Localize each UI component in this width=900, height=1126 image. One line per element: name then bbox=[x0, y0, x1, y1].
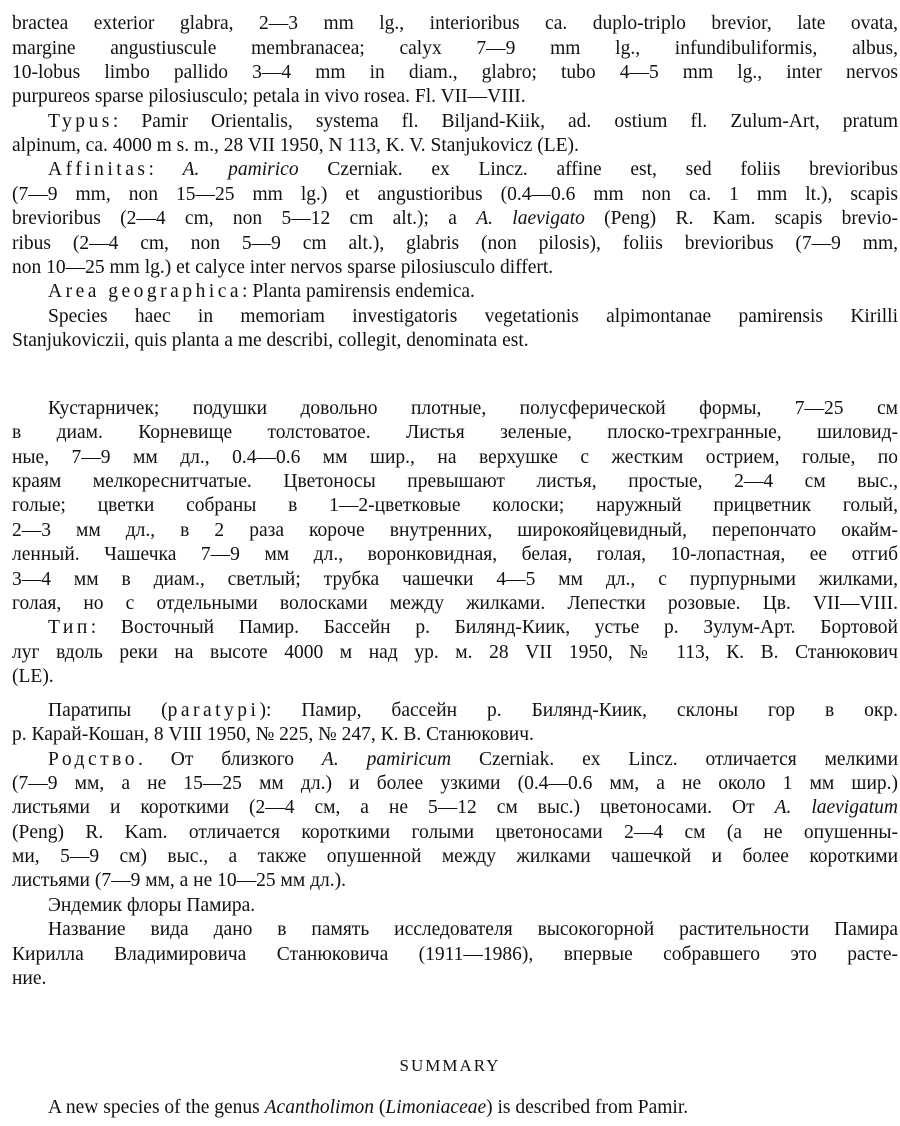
text-line bbox=[12, 665, 898, 689]
text-run: ные, 7—9 мм дл., 0.4—0.6 мм шир., на верхушке с жестким острием, голые, по bbox=[12, 446, 898, 468]
text-run: (Peng) R. Kam. scapis brevio- bbox=[584, 208, 898, 230]
text-run: : Planta pamirensis endemica. bbox=[242, 281, 475, 303]
text-run: alpinum, ca. 4000 m s. m., 28 VII 1950, N 113, K. V. Stanjukovicz (LE). bbox=[12, 135, 579, 157]
text-line bbox=[12, 641, 898, 665]
text-line bbox=[48, 110, 898, 134]
spaced-heading: Typus bbox=[48, 110, 113, 132]
text-run: краям мелкореснитчатые. Цветоносы превышают листья, простые, 2—4 см выс., bbox=[12, 471, 898, 493]
text-line bbox=[12, 256, 898, 280]
text-run: Кирилла Владимировича Станюковича (1911—1986), впервые собравшего это расте- bbox=[12, 943, 898, 965]
text-line bbox=[12, 592, 898, 616]
text-run: ми, 5—9 см) выс., а также опушенной между жилками чашечкой и более короткими bbox=[12, 846, 898, 868]
text-run: purpureos sparse pilosiusculo; petala in vivo rosea. Fl. VII—VIII. bbox=[12, 86, 526, 108]
text-line bbox=[12, 85, 898, 109]
text-line bbox=[12, 845, 898, 869]
text-line bbox=[48, 397, 898, 421]
spaced-heading: Родство bbox=[48, 748, 138, 770]
text-run: Species haec in memoriam investigatoris vegetationis alpimontanae pamirensis Kirilli bbox=[48, 305, 898, 327]
text-run: ): Памир, бассейн р. Билянд-Киик, склоны гор в окр. bbox=[259, 700, 898, 722]
text-line bbox=[12, 796, 898, 820]
text-run: в диам. Корневище толстоватое. Листья зеленые, плоско-трехгранные, шиловид- bbox=[12, 422, 898, 444]
italic-text: A. pamiricum bbox=[321, 748, 452, 770]
text-line bbox=[48, 158, 898, 182]
text-run: (7—9 мм, а не 15—25 мм дл.) и более узкими (0.4—0.6 мм, а не около 1 мм шир.) bbox=[12, 773, 898, 795]
text-line bbox=[48, 305, 898, 329]
text-line bbox=[48, 894, 898, 918]
text-line bbox=[12, 183, 898, 207]
text-run: Название вида дано в память исследователя высокогорной растительности Памира bbox=[48, 919, 898, 941]
text-run: A new species of the genus bbox=[48, 1097, 265, 1118]
text-run: р. Карай-Кошан, 8 VIII 1950, № 225, № 247, К. В. Станюкович. bbox=[12, 724, 534, 746]
text-line bbox=[12, 12, 898, 36]
summary-heading: SUMMARY bbox=[399, 1056, 501, 1075]
text-line bbox=[12, 772, 898, 796]
text-line bbox=[12, 943, 898, 967]
text-line bbox=[12, 232, 898, 256]
text-run: 3—4 мм в диам., светлый; трубка чашечки 4—5 мм дл., с пурпурными жилками, bbox=[12, 568, 898, 590]
text-run: non 10—25 mm lg.) et calyce inter nervos sparse pilosiusculo differt. bbox=[12, 256, 554, 278]
text-run: : bbox=[148, 159, 183, 181]
text-run: 2—3 мм дл., в 2 раза короче внутренних, широкояйцевидный, перепончато окайм- bbox=[12, 519, 898, 541]
text-run: : Восточный Памир. Бассейн р. Билянд-Киик, устье р. Зулум-Арт. Бортовой bbox=[90, 617, 898, 639]
text-run: Stanjukoviczii, quis planta a me describi, collegit, denominata est. bbox=[12, 329, 529, 351]
text-line bbox=[12, 61, 898, 85]
text-run: голые; цветки собраны в 1—2-цветковые колоски; наружный прицветник голый, bbox=[12, 495, 898, 517]
text-line bbox=[48, 918, 898, 942]
text-line bbox=[12, 494, 898, 518]
text-run: (7—9 mm, non 15—25 mm lg.) et angustioribus (0.4—0.6 mm non ca. 1 mm lt.), scapis bbox=[12, 183, 898, 205]
text-run: brevioribus (2—4 cm, non 5—12 cm alt.); a bbox=[12, 208, 477, 230]
text-run: Паратипы ( bbox=[48, 700, 168, 722]
text-run: Эндемик флоры Памира. bbox=[48, 894, 256, 916]
text-line bbox=[12, 421, 898, 445]
text-line bbox=[12, 446, 898, 470]
text-line bbox=[12, 869, 898, 893]
text-run: Czerniak. ex Lincz. affine est, sed foliis brevioribus bbox=[298, 159, 898, 181]
text-run: листьями и короткими (2—4 см, а не 5—12 см выс.) цветоносами. От bbox=[12, 797, 775, 819]
text-run: (LE). bbox=[12, 665, 54, 687]
text-line bbox=[48, 748, 898, 772]
text-line bbox=[12, 967, 898, 991]
spaced-heading: paratypi bbox=[167, 700, 260, 722]
text-line bbox=[48, 616, 898, 640]
text-line bbox=[12, 134, 898, 158]
text-line bbox=[12, 37, 898, 61]
text-run: луг вдоль реки на высоте 4000 м над ур. м. 28 VII 1950, № 113, К. В. Станюкович bbox=[12, 641, 898, 663]
text-line bbox=[48, 280, 898, 304]
summary-text bbox=[48, 1096, 888, 1120]
text-line bbox=[12, 568, 898, 592]
spaced-heading: Affinitas bbox=[48, 159, 149, 181]
italic-text: A. laevigato bbox=[476, 208, 585, 230]
text-run: : Pamir Orientalis, systema fl. Biljand-Kiik, ad. ostium fl. Zulum-Art, pratum bbox=[112, 110, 898, 132]
text-line bbox=[12, 821, 898, 845]
text-run: ние. bbox=[12, 967, 47, 989]
text-run: ( bbox=[374, 1097, 386, 1118]
text-run: (Peng) R. Kam. отличается короткими голыми цветоносами 2—4 см (а не опушенны- bbox=[12, 821, 898, 843]
text-run: ленный. Чашечка 7—9 мм дл., воронковидная, белая, голая, 10-лопастная, ее отгиб bbox=[12, 544, 898, 566]
text-run: листьями (7—9 мм, а не 10—25 мм дл.). bbox=[12, 870, 346, 892]
italic-text: A. pamirico bbox=[182, 159, 299, 181]
spaced-heading: Тип bbox=[48, 617, 91, 639]
text-line bbox=[12, 329, 898, 353]
text-run: ribus (2—4 cm, non 5—9 cm alt.), glabris (non pilosis), foliis brevioribus (7—9 mm, bbox=[12, 232, 898, 254]
text-run: bractea exterior glabra, 2—3 mm lg., interioribus ca. duplo-triplo brevior, late ovata, bbox=[12, 13, 898, 35]
text-run: margine angustiuscule membranacea; calyx 7—9 mm lg., infundibuliformis, albus, bbox=[12, 37, 898, 59]
text-run: Кустарничек; подушки довольно плотные, полусферической формы, 7—25 см bbox=[48, 398, 898, 420]
text-line bbox=[12, 207, 898, 231]
text-line bbox=[48, 699, 898, 723]
italic-text: Limoniaceae bbox=[385, 1097, 487, 1118]
text-run: голая, но с отдельными волосками между жилками. Лепестки розовые. Цв. VII—VIII. bbox=[12, 592, 898, 614]
text-line bbox=[12, 519, 898, 543]
text-run: Czerniak. ex Lincz. отличается мелкими bbox=[451, 748, 898, 770]
text-line bbox=[12, 470, 898, 494]
text-line bbox=[12, 723, 898, 747]
text-run: . От близкого bbox=[137, 748, 322, 770]
spaced-heading: Area geographica bbox=[48, 281, 243, 303]
italic-text: A. laevigatum bbox=[774, 797, 898, 819]
italic-text: Acantholimon bbox=[264, 1097, 375, 1118]
text-run: 10-lobus limbo pallido 3—4 mm in diam., glabro; tubo 4—5 mm lg., inter nervos bbox=[12, 62, 898, 84]
text-run: ) is described from Pamir. bbox=[486, 1097, 689, 1118]
text-line bbox=[12, 543, 898, 567]
